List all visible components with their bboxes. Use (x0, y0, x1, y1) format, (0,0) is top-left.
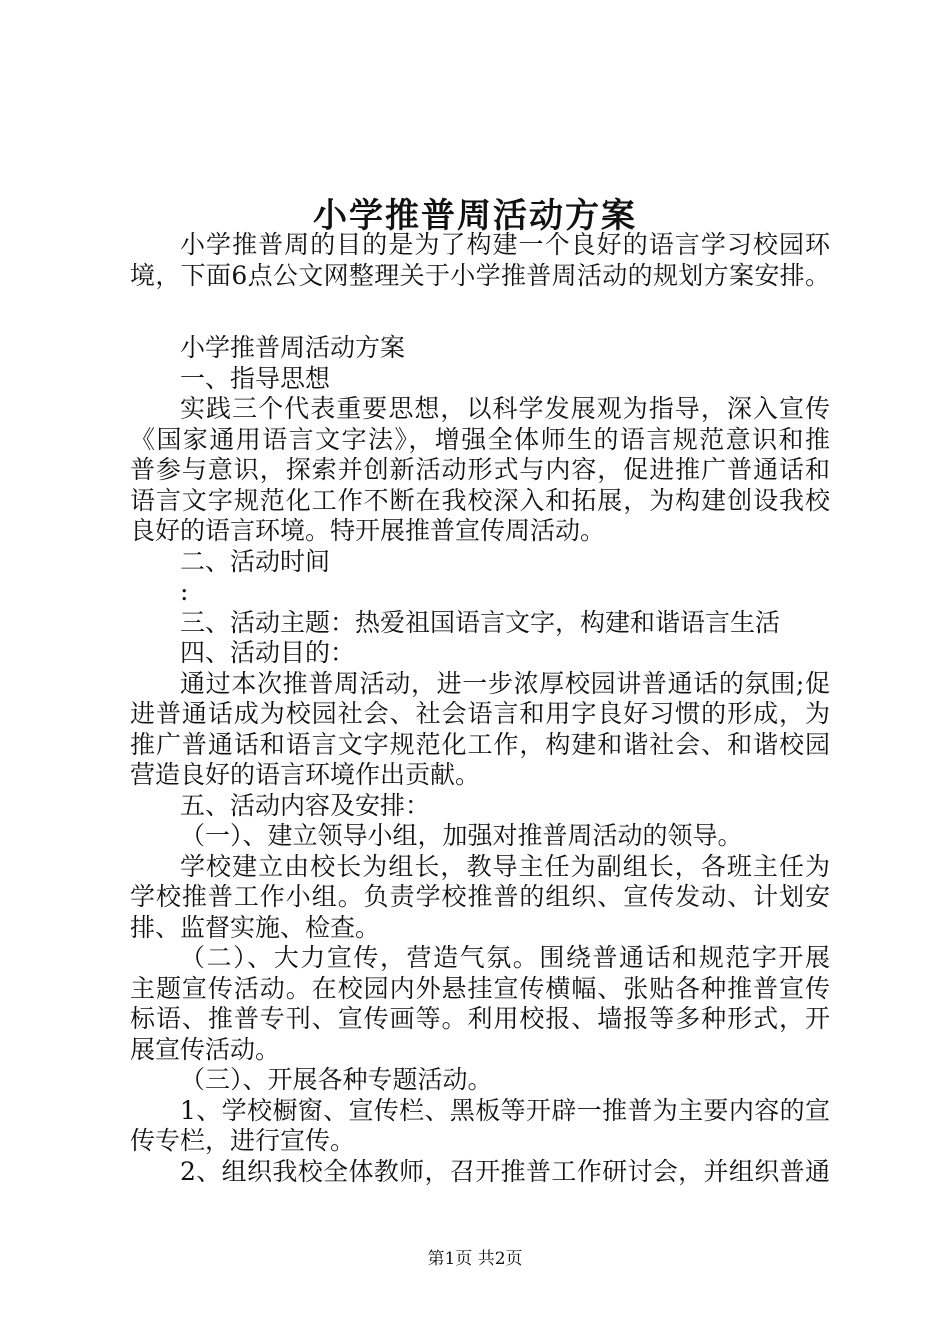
text-line: 2、组织我校全体教师，召开推普工作研讨会，并组织普通 (180, 1156, 830, 1186)
text-line: 小学推普周的目的是为了构建一个良好的语言学习校园环 (180, 230, 830, 259)
page-footer: 第1页 共2页 (427, 1249, 523, 1269)
text-line: 展宣传活动。 (130, 1034, 281, 1064)
paragraph-gap (130, 291, 830, 333)
text-line: 1、学校橱窗、宣传栏、黑板等开辟一推普为主要内容的宣 (180, 1095, 830, 1125)
text-line: （一）、建立领导小组，加强对推普周活动的领导。 (180, 821, 743, 850)
text-line: （三）、开展各种专题活动。 (180, 1065, 493, 1094)
text-line: 二、活动时间 (180, 546, 331, 576)
text-line: 排、监督实施、检查。 (130, 912, 381, 942)
text-line: 小学推普周活动方案 (180, 333, 406, 362)
text-line: 四、活动目的： (180, 638, 356, 667)
text-line: 五、活动内容及安排： (180, 790, 431, 820)
text-line: 学校推普工作小组。负责学校推普的组织、宣传发动、计划安 (130, 882, 830, 911)
text-line: 《国家通用语言文字法》，增强全体师生的语言规范意识和推 (130, 424, 830, 454)
text-line: 境，下面6点公文网整理关于小学推普周活动的规划方案安排。 (130, 260, 830, 290)
text-line: 营造良好的语言环境作出贡献。 (130, 760, 481, 789)
text-line: 进普通话成为校园社会、社会语言和用字良好习惯的形成，为 (130, 699, 830, 728)
text-line: : (180, 577, 189, 606)
text-line: 实践三个代表重要思想，以科学发展观为指导，深入宣传 (180, 394, 830, 423)
text-line: 学校建立由校长为组长，教导主任为副组长，各班主任为 (180, 851, 830, 881)
text-line: 一、指导思想 (180, 363, 331, 393)
text-line: 标语、推普专刊、宣传画等。利用校报、墙报等多种形式，开 (130, 1004, 830, 1033)
text-line: 三、活动主题：热爱祖国语言文字，构建和谐语言生活 (180, 607, 781, 637)
text-line: 推广普通话和语言文字规范化工作，构建和谐社会、和谐校园 (130, 729, 830, 759)
text-line: 普参与意识，探索并创新活动形式与内容，促进推广普通话和 (130, 455, 830, 484)
text-line: 语言文字规范化工作不断在我校深入和拓展，为构建创设我校 (130, 485, 830, 515)
text-line: （二）、大力宣传，营造气氛。围绕普通话和规范字开展 (180, 943, 830, 972)
text-line: 传专栏，进行宣传。 (130, 1126, 356, 1155)
text-line: 主题宣传活动。在校园内外悬挂宣传横幅、张贴各种推普宣传 (130, 973, 830, 1003)
document-title: 小学推普周活动方案 (313, 196, 637, 236)
document-body (130, 230, 830, 1187)
text-line: 通过本次推普周活动，进一步浓厚校园讲普通话的氛围;促 (180, 668, 830, 698)
text-line: 良好的语言环境。特开展推普宣传周活动。 (130, 516, 606, 545)
